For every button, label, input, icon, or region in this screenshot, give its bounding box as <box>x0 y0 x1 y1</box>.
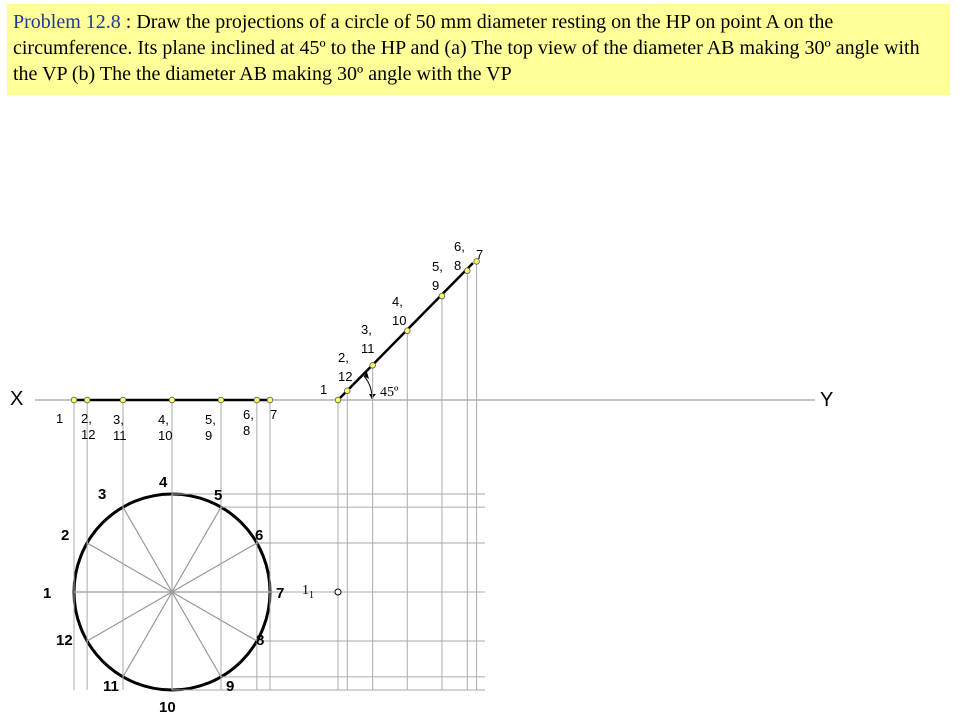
circle-point-labels <box>43 474 284 716</box>
circle-point-label: 12 <box>56 632 73 649</box>
front-view-node <box>120 397 126 403</box>
circle-point-label: 10 <box>159 699 176 716</box>
front-view-point-label: 4, 10 <box>158 412 173 443</box>
inclined-point-label: 4, 10 <box>392 294 407 328</box>
front-view-node <box>84 397 90 403</box>
inclined-view-node <box>370 363 376 369</box>
front-view-point-label: 5, 9 <box>205 412 216 443</box>
inclined-view-node <box>439 293 445 299</box>
front-view-node <box>169 397 175 403</box>
circle-point-label: 7 <box>276 585 285 602</box>
projected-point-node <box>335 589 341 595</box>
inclined-point-label: 1 <box>320 382 328 397</box>
inclined-view-node <box>335 397 341 403</box>
front-view-point-label: 1 <box>56 411 64 426</box>
inclined-point-label: 6, 8 <box>454 239 465 273</box>
front-view-node <box>267 397 273 403</box>
projected-point-label: $1_1$ <box>302 583 314 601</box>
front-view-point-label: 7 <box>270 407 278 422</box>
inclined-view-labels <box>320 239 483 397</box>
vertical-projectors <box>74 400 270 690</box>
y-axis-label: Y <box>820 389 834 411</box>
circle-point-label: 3 <box>98 486 107 503</box>
circle-point-label: 1 <box>43 585 52 602</box>
circle-point-label: 11 <box>103 678 119 695</box>
front-view-point-label: 3, 11 <box>113 412 127 443</box>
front-view-point-label: 2, 12 <box>81 411 96 442</box>
front-view-node <box>71 397 77 403</box>
circle-point-label: 8 <box>256 632 265 649</box>
front-view-node <box>218 397 224 403</box>
front-view-node <box>254 397 260 403</box>
inclined-point-label: 3, 11 <box>361 322 375 356</box>
circle-point-label: 4 <box>159 474 168 491</box>
inclined-view-node <box>404 328 410 334</box>
angle-label: 45º <box>380 385 399 400</box>
circle-point-label: 6 <box>255 527 264 544</box>
x-axis-label: X <box>10 388 24 410</box>
inclined-view-node <box>465 268 471 274</box>
inclined-point-label: 5, 9 <box>432 259 443 293</box>
inclined-view-node <box>344 388 350 394</box>
inclined-point-label: 2, 12 <box>338 350 353 384</box>
inclined-vertical-projectors <box>338 261 477 690</box>
circle-point-label: 9 <box>226 678 235 695</box>
problem-text: : Draw the projections of a circle of 50 mm diameter resting on the HP on point A on the circumference. Its plane inclined at 45º to the HP and (a) The top view of the diameter AB making 30º angle with the VP (b) The the diameter AB making 30º angle with the VP <box>13 11 920 85</box>
front-view-point-label: 6, 8 <box>243 407 254 438</box>
circle-point-label: 5 <box>214 487 223 504</box>
problem-number: Problem 12.8 <box>13 11 121 33</box>
front-view-labels <box>56 407 277 443</box>
inclined-point-label: 7 <box>476 247 484 262</box>
circle-point-label: 2 <box>61 527 70 544</box>
